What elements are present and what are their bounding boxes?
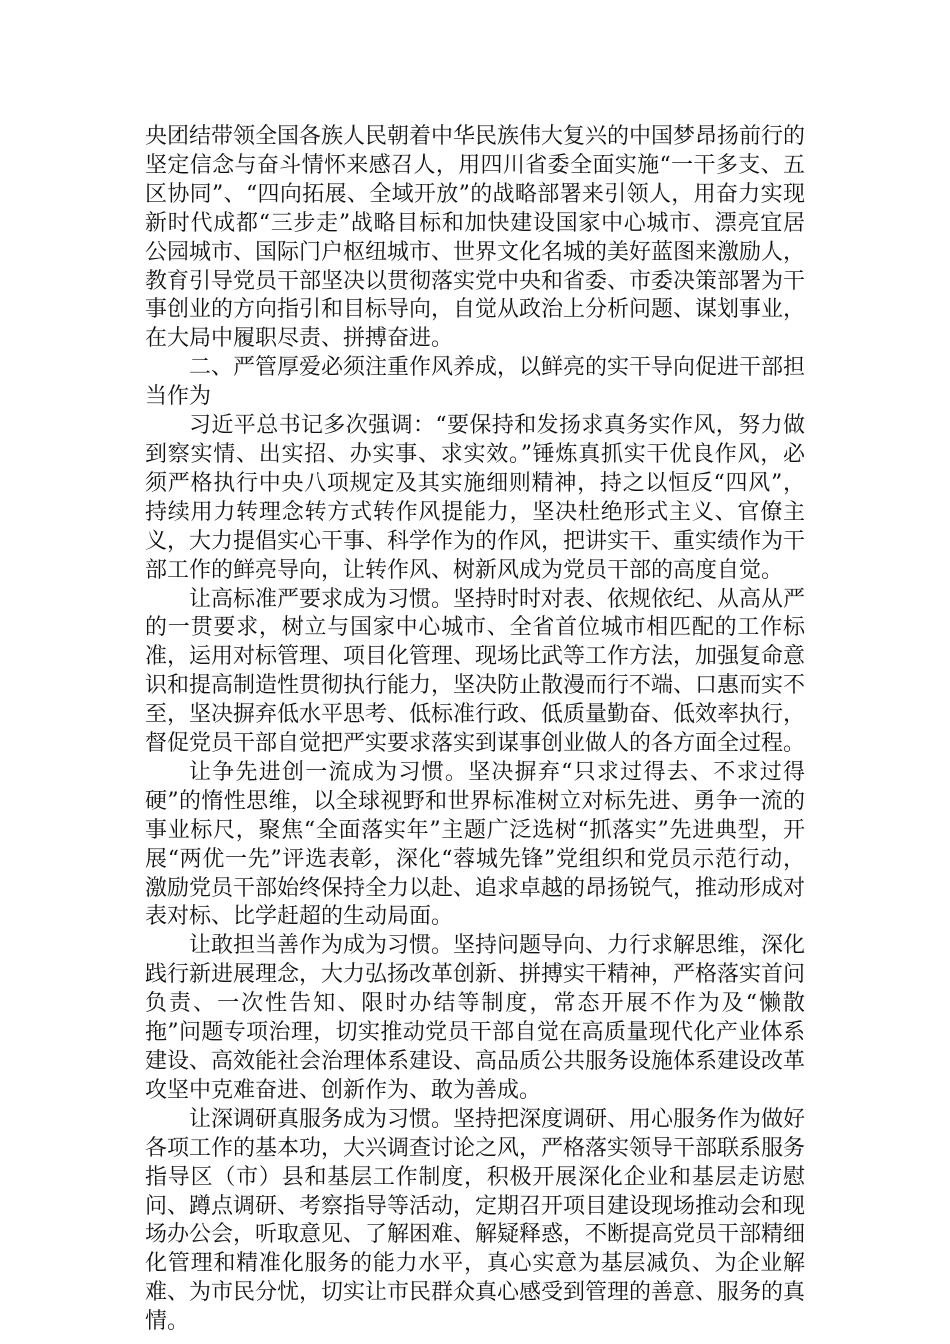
paragraph-4: 让高标准严要求成为习惯。坚持时时对表、依规依纪、从高从严的一贯要求，树立与国家中心城市、全省首位城市相匹配的工作标准，运用对标管理、项目化管理、现场比武等工作方法，加强复命意识和提高制造性贯彻执行能力，坚决防止散漫而行不端、口惠而实不至，坚决摒弃低水平思考、低标准行政、低质量勤奋、低效率执行，督促党员干部自觉把严实要求落实到谋事创业做人的各方面全过程。 <box>145 586 806 757</box>
document-body <box>145 123 805 1337</box>
section-heading-2: 二、严管厚爱必须注重作风养成，以鲜亮的实干导向促进干部担当作为 <box>145 355 806 410</box>
paragraph-1: 央团结带领全国各族人民朝着中华民族伟大复兴的中国梦昂扬前行的坚定信念与奋斗情怀来感召人，用四川省委全面实施“一干多支、五区协同”、“四向拓展、全域开放”的战略部署来引领人，用奋力实现新时代成都“三步走”战略目标和加快建设国家中心城市、漂亮宜居公园城市、国际门户枢纽城市、世界文化名城的美好蓝图来激励人，教育引导党员干部坚决以贯彻落实党中央和省委、市委决策部署为干事创业的方向指引和目标导向，自觉从政治上分析问题、谋划事业，在大局中履职尽责、拼搏奋进。 <box>145 124 806 352</box>
paragraph-6: 让敢担当善作为成为习惯。坚持问题导向、力行求解思维，深化践行新进展理念，大力弘扬改革创新、拼搏实干精神，严格落实首问负责、一次性告知、限时办结等制度，常态开展不作为及“懒散拖”问题专项治理，切实推动党员干部自觉在高质量现代化产业体系建设、高效能社会治理体系建设、高品质公共服务设施体系建设改革攻坚中克难奋进、创新作为、敢为善成。 <box>145 933 806 1103</box>
paragraph-7: 让深调研真服务成为习惯。坚持把深度调研、用心服务作为做好各项工作的基本功，大兴调查讨论之风，严格落实领导干部联系服务指导区（市）县和基层工作制度，积极开展深化企业和基层走访慰问、蹲点调研、考察指导等活动，定期召开项目建设现场推动会和现场办公会，听取意见、了解困难、解疑释惑，不断提高党员干部精细化管理和精准化服务的能力水平，真心实意为基层减负、为企业解难、为市民分忧，切实让市民群众真心感受到管理的善意、服务的真情。 <box>145 1106 806 1335</box>
paragraph-3: 习近平总书记多次强调：“要保持和发扬求真务实作风，努力做到察实情、出实招、办实事、求实效。”锤炼真抓实干优良作风，必须严格执行中央八项规定及其实施细则精神，持之以恒反“四风”，持续用力转理念转方式转作风提能力，坚决杜绝形式主义、官僚主义，大力提倡实心干事、科学作为的作风，把讲实干、重实绩作为干部工作的鲜亮导向，让转作风、树新风成为党员干部的高度自觉。 <box>145 413 806 583</box>
paragraph-5: 让争先进创一流成为习惯。坚决摒弃“只求过得去、不求过得硬”的惰性思维，以全球视野和世界标准树立对标先进、勇争一流的事业标尺，聚焦“全面落实年”主题广泛选树“抓落实”先进典型，开展“两优一先”评选表彰，深化“蓉城先锋”党组织和党员示范行动，激励党员干部始终保持全力以赴、追求卓越的昂扬锐气，推动形成对表对标、比学赶超的生动局面。 <box>145 759 806 930</box>
